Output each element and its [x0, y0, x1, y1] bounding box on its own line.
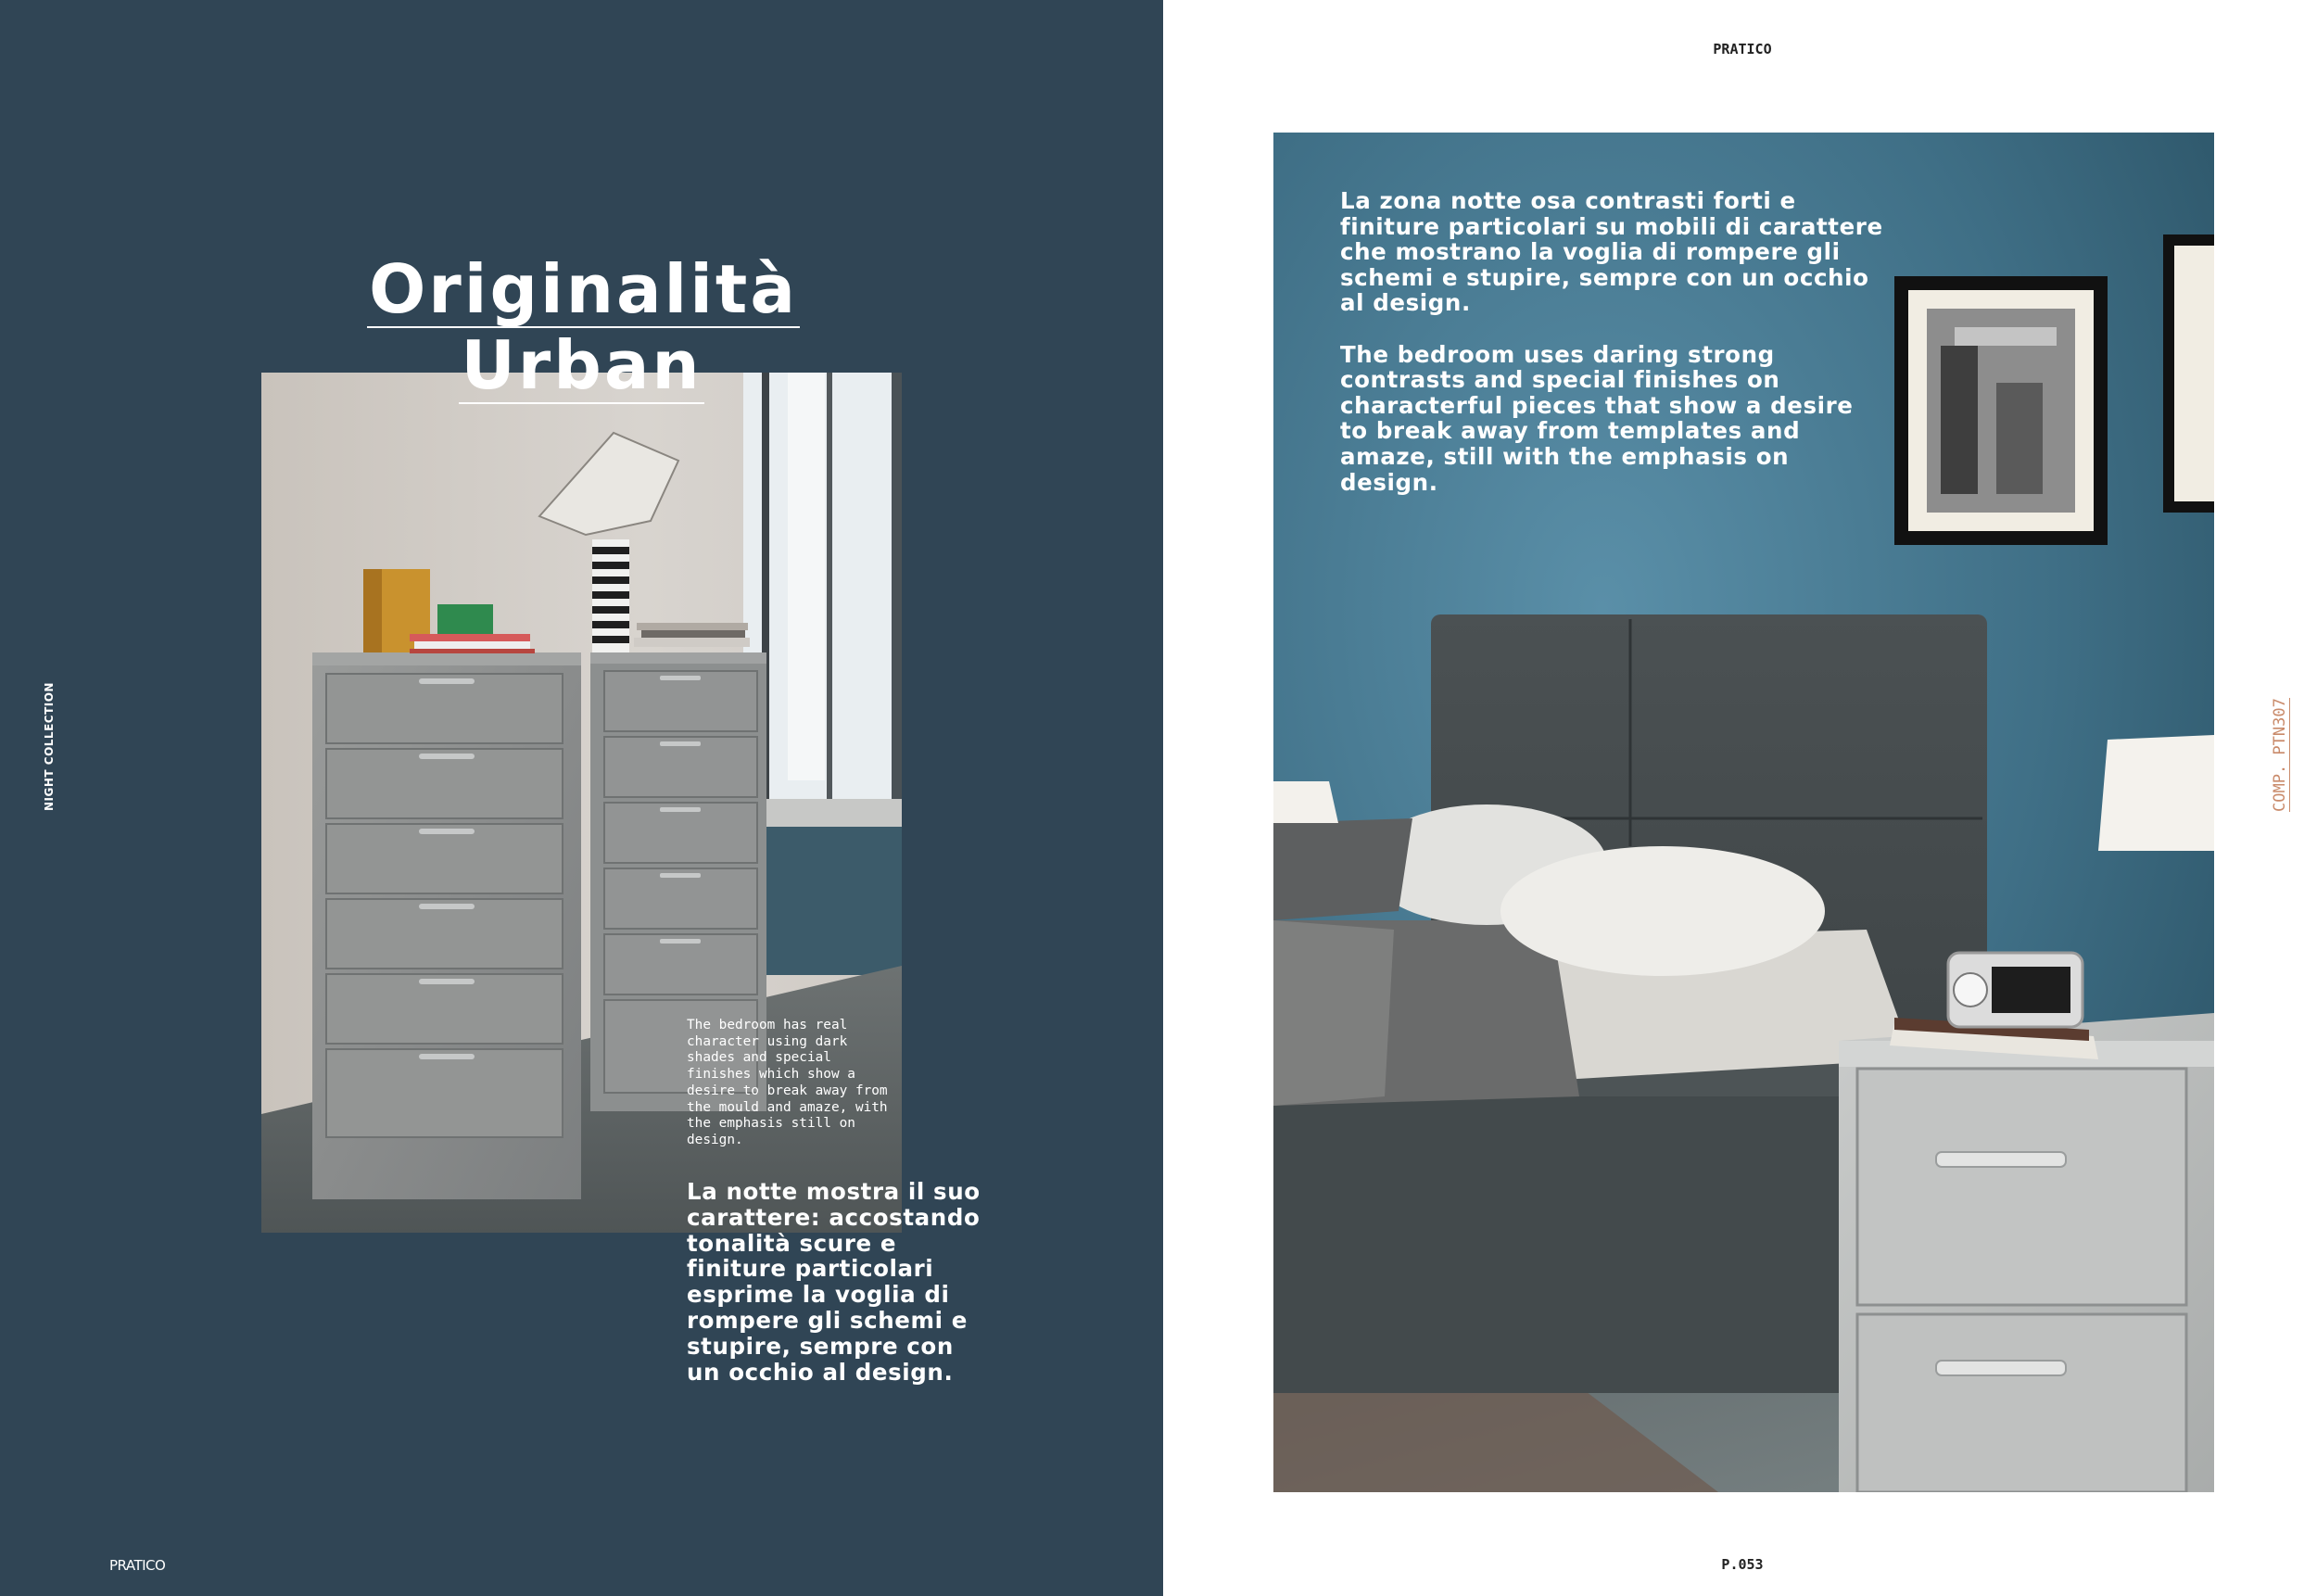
brand-logo: PRATICO	[109, 1557, 166, 1574]
composition-code: COMP. PTN307	[2271, 698, 2289, 812]
caption-italian: La notte mostra il suo carattere: accostando tonalità scure e finiture particolari esprime la voglia di rompere gli schemi e stupire, sempre con un occhio al design.	[687, 1178, 981, 1386]
side-label: NIGHT COLLECTION	[43, 682, 56, 811]
caption-english: The bedroom has real character using dark shades and special finishes which show a desire to break away from the mould and amaze, with the emphasis still on design.	[687, 1018, 888, 1147]
running-head: PRATICO	[1713, 41, 1772, 57]
intro-text	[1340, 188, 1887, 495]
title-line-1: Originalità	[369, 250, 798, 328]
page-title	[0, 252, 1163, 404]
intro-english: The bedroom uses daring strong contrasts and special finishes on characterful pieces that show a desire to break away from templates and amaze, still with the emphasis on design.	[1340, 340, 1854, 496]
page-number: P.053	[1721, 1556, 1764, 1573]
title-line-2: Urban	[461, 326, 703, 404]
intro-italian: La zona notte osa contrasti forti e finiture particolari su mobili di carattere che mostrano la voglia di rompere gli schemi e stupire, sempre con un occhio al design.	[1340, 187, 1883, 317]
